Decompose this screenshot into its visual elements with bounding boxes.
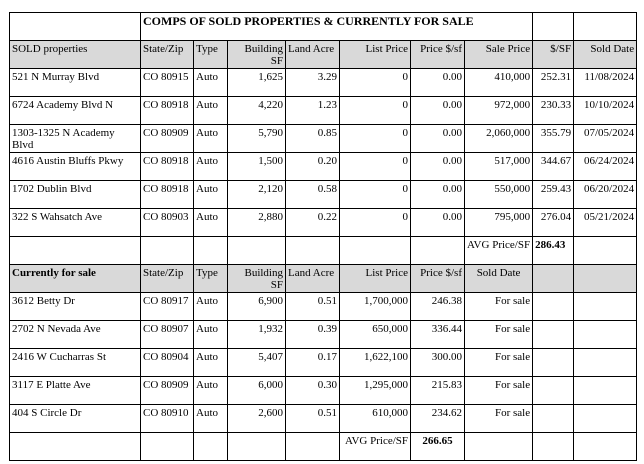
table-cell: 0 bbox=[340, 97, 411, 125]
table-cell: 1,700,000 bbox=[340, 293, 411, 321]
blank-cell bbox=[574, 433, 637, 461]
table-cell: CO 80909 bbox=[141, 377, 194, 405]
column-header: State/Zip bbox=[141, 41, 194, 69]
table-cell: 05/21/2024 bbox=[574, 209, 637, 237]
table-cell: For sale bbox=[465, 321, 533, 349]
table-cell: 0.51 bbox=[286, 405, 340, 433]
table-cell: Auto bbox=[194, 97, 228, 125]
blank-cell bbox=[194, 433, 228, 461]
comps-table bbox=[9, 12, 637, 461]
column-header: Type bbox=[194, 265, 228, 293]
avg-value: 266.65 bbox=[411, 433, 465, 461]
blank-cell bbox=[10, 13, 141, 41]
table-cell: 0.17 bbox=[286, 349, 340, 377]
column-header: Land Acre bbox=[286, 41, 340, 69]
table-cell: 410,000 bbox=[465, 69, 533, 97]
column-header: Currently for sale bbox=[10, 265, 141, 293]
blank-cell bbox=[574, 377, 637, 405]
table-cell: For sale bbox=[465, 405, 533, 433]
table-cell: 0.20 bbox=[286, 153, 340, 181]
table-cell: 517,000 bbox=[465, 153, 533, 181]
blank-cell bbox=[574, 405, 637, 433]
avg-label: AVG Price/SF bbox=[465, 237, 533, 265]
table-row bbox=[10, 349, 637, 377]
table-cell: 650,000 bbox=[340, 321, 411, 349]
table-cell: 1,622,100 bbox=[340, 349, 411, 377]
for-sale-header-row bbox=[10, 265, 637, 293]
blank-cell bbox=[141, 237, 194, 265]
column-header: Type bbox=[194, 41, 228, 69]
table-cell: 1,625 bbox=[228, 69, 286, 97]
table-cell: 1,295,000 bbox=[340, 377, 411, 405]
blank-cell bbox=[340, 237, 411, 265]
table-cell: CO 80907 bbox=[141, 321, 194, 349]
blank-cell bbox=[574, 293, 637, 321]
table-cell: CO 80917 bbox=[141, 293, 194, 321]
table-row bbox=[10, 209, 637, 237]
table-cell: 6724 Academy Blvd N bbox=[10, 97, 141, 125]
table-cell: 2416 W Cucharras St bbox=[10, 349, 141, 377]
table-cell: CO 80918 bbox=[141, 97, 194, 125]
table-cell: 795,000 bbox=[465, 209, 533, 237]
table-cell: 0 bbox=[340, 125, 411, 153]
table-row bbox=[10, 97, 637, 125]
blank-cell bbox=[10, 237, 141, 265]
blank-cell bbox=[574, 349, 637, 377]
table-cell: 0.22 bbox=[286, 209, 340, 237]
table-row bbox=[10, 293, 637, 321]
column-header: Price $/sf bbox=[411, 41, 465, 69]
table-row bbox=[10, 153, 637, 181]
table-cell: 610,000 bbox=[340, 405, 411, 433]
table-cell: 2,120 bbox=[228, 181, 286, 209]
table-cell: 234.62 bbox=[411, 405, 465, 433]
blank-cell bbox=[533, 433, 574, 461]
column-header: Building SF bbox=[228, 41, 286, 69]
blank-cell bbox=[574, 13, 637, 41]
table-cell: 404 S Circle Dr bbox=[10, 405, 141, 433]
table-cell: CO 80915 bbox=[141, 69, 194, 97]
table-cell: 322 S Wahsatch Ave bbox=[10, 209, 141, 237]
table-cell: For sale bbox=[465, 377, 533, 405]
table-row bbox=[10, 125, 637, 153]
table-cell: 11/08/2024 bbox=[574, 69, 637, 97]
blank-cell bbox=[10, 433, 141, 461]
avg-label: AVG Price/SF bbox=[340, 433, 411, 461]
column-header: List Price bbox=[340, 41, 411, 69]
table-cell: CO 80904 bbox=[141, 349, 194, 377]
blank-cell bbox=[533, 293, 574, 321]
table-cell: 2,060,000 bbox=[465, 125, 533, 153]
column-header: List Price bbox=[340, 265, 411, 293]
table-body bbox=[10, 13, 637, 461]
table-cell: Auto bbox=[194, 293, 228, 321]
table-cell: CO 80909 bbox=[141, 125, 194, 153]
title-row bbox=[10, 13, 637, 41]
table-cell: 0.00 bbox=[411, 153, 465, 181]
table-cell: 246.38 bbox=[411, 293, 465, 321]
blank-cell bbox=[533, 13, 574, 41]
avg-value: 286.43 bbox=[533, 237, 574, 265]
table-cell: 5,790 bbox=[228, 125, 286, 153]
blank-cell bbox=[228, 433, 286, 461]
sold-header-row bbox=[10, 41, 637, 69]
table-cell: 0.58 bbox=[286, 181, 340, 209]
column-header: Land Acre bbox=[286, 265, 340, 293]
table-cell: 0.51 bbox=[286, 293, 340, 321]
table-cell: 6,000 bbox=[228, 377, 286, 405]
table-cell: 215.83 bbox=[411, 377, 465, 405]
table-cell: 0 bbox=[340, 69, 411, 97]
table-cell: 06/24/2024 bbox=[574, 153, 637, 181]
blank-cell bbox=[533, 377, 574, 405]
table-cell: 3612 Betty Dr bbox=[10, 293, 141, 321]
table-cell: 550,000 bbox=[465, 181, 533, 209]
table-cell: Auto bbox=[194, 405, 228, 433]
table-cell: 06/20/2024 bbox=[574, 181, 637, 209]
table-cell: 0 bbox=[340, 181, 411, 209]
table-cell: CO 80903 bbox=[141, 209, 194, 237]
page-title: COMPS OF SOLD PROPERTIES & CURRENTLY FOR SALE bbox=[141, 13, 533, 41]
table-cell: Auto bbox=[194, 377, 228, 405]
table-cell: 4616 Austin Bluffs Pkwy bbox=[10, 153, 141, 181]
for-sale-avg-row bbox=[10, 433, 637, 461]
table-row bbox=[10, 405, 637, 433]
table-cell: 6,900 bbox=[228, 293, 286, 321]
table-cell: 2,600 bbox=[228, 405, 286, 433]
table-cell: 1303-1325 N Academy Blvd bbox=[10, 125, 141, 153]
table-cell: 0.00 bbox=[411, 181, 465, 209]
blank-cell bbox=[533, 321, 574, 349]
table-cell: 344.67 bbox=[533, 153, 574, 181]
table-cell: Auto bbox=[194, 69, 228, 97]
table-row bbox=[10, 321, 637, 349]
table-cell: 276.04 bbox=[533, 209, 574, 237]
table-cell: 2702 N Nevada Ave bbox=[10, 321, 141, 349]
table-row bbox=[10, 181, 637, 209]
table-cell: 521 N Murray Blvd bbox=[10, 69, 141, 97]
blank-cell bbox=[533, 405, 574, 433]
column-header: State/Zip bbox=[141, 265, 194, 293]
blank-cell bbox=[533, 265, 574, 293]
table-cell: 1702 Dublin Blvd bbox=[10, 181, 141, 209]
column-header: Sale Price bbox=[465, 41, 533, 69]
table-cell: 0 bbox=[340, 153, 411, 181]
table-row bbox=[10, 69, 637, 97]
table-cell: Auto bbox=[194, 321, 228, 349]
table-cell: Auto bbox=[194, 181, 228, 209]
table-cell: 4,220 bbox=[228, 97, 286, 125]
table-cell: 0.30 bbox=[286, 377, 340, 405]
table-cell: 0.00 bbox=[411, 97, 465, 125]
table-cell: 07/05/2024 bbox=[574, 125, 637, 153]
blank-cell bbox=[574, 321, 637, 349]
table-row bbox=[10, 377, 637, 405]
table-cell: 0.00 bbox=[411, 69, 465, 97]
table-cell: 1,932 bbox=[228, 321, 286, 349]
column-header: Price $/sf bbox=[411, 265, 465, 293]
blank-cell bbox=[574, 237, 637, 265]
table-cell: 0 bbox=[340, 209, 411, 237]
table-cell: 2,880 bbox=[228, 209, 286, 237]
blank-cell bbox=[574, 265, 637, 293]
column-header: Sold Date bbox=[574, 41, 637, 69]
table-cell: Auto bbox=[194, 209, 228, 237]
blank-cell bbox=[286, 433, 340, 461]
table-cell: Auto bbox=[194, 349, 228, 377]
table-cell: 1.23 bbox=[286, 97, 340, 125]
blank-cell bbox=[286, 237, 340, 265]
table-cell: 355.79 bbox=[533, 125, 574, 153]
table-cell: CO 80918 bbox=[141, 181, 194, 209]
blank-cell bbox=[228, 237, 286, 265]
table-cell: 300.00 bbox=[411, 349, 465, 377]
blank-cell bbox=[533, 349, 574, 377]
table-cell: For sale bbox=[465, 349, 533, 377]
table-cell: 336.44 bbox=[411, 321, 465, 349]
blank-cell bbox=[411, 237, 465, 265]
column-header: Sold Date bbox=[465, 265, 533, 293]
table-cell: 0.85 bbox=[286, 125, 340, 153]
blank-cell bbox=[465, 433, 533, 461]
table-cell: 252.31 bbox=[533, 69, 574, 97]
table-cell: 972,000 bbox=[465, 97, 533, 125]
table-cell: 0.00 bbox=[411, 125, 465, 153]
blank-cell bbox=[141, 433, 194, 461]
table-cell: 5,407 bbox=[228, 349, 286, 377]
table-cell: CO 80918 bbox=[141, 153, 194, 181]
table-cell: For sale bbox=[465, 293, 533, 321]
table-cell: Auto bbox=[194, 125, 228, 153]
column-header: Building SF bbox=[228, 265, 286, 293]
table-cell: 230.33 bbox=[533, 97, 574, 125]
table-cell: CO 80910 bbox=[141, 405, 194, 433]
table-cell: 10/10/2024 bbox=[574, 97, 637, 125]
table-cell: 259.43 bbox=[533, 181, 574, 209]
table-cell: 0.00 bbox=[411, 209, 465, 237]
table-cell: Auto bbox=[194, 153, 228, 181]
table-cell: 3.29 bbox=[286, 69, 340, 97]
table-cell: 1,500 bbox=[228, 153, 286, 181]
column-header: SOLD properties bbox=[10, 41, 141, 69]
table-cell: 0.39 bbox=[286, 321, 340, 349]
table-cell: 3117 E Platte Ave bbox=[10, 377, 141, 405]
blank-cell bbox=[194, 237, 228, 265]
column-header: $/SF bbox=[533, 41, 574, 69]
sold-avg-row bbox=[10, 237, 637, 265]
